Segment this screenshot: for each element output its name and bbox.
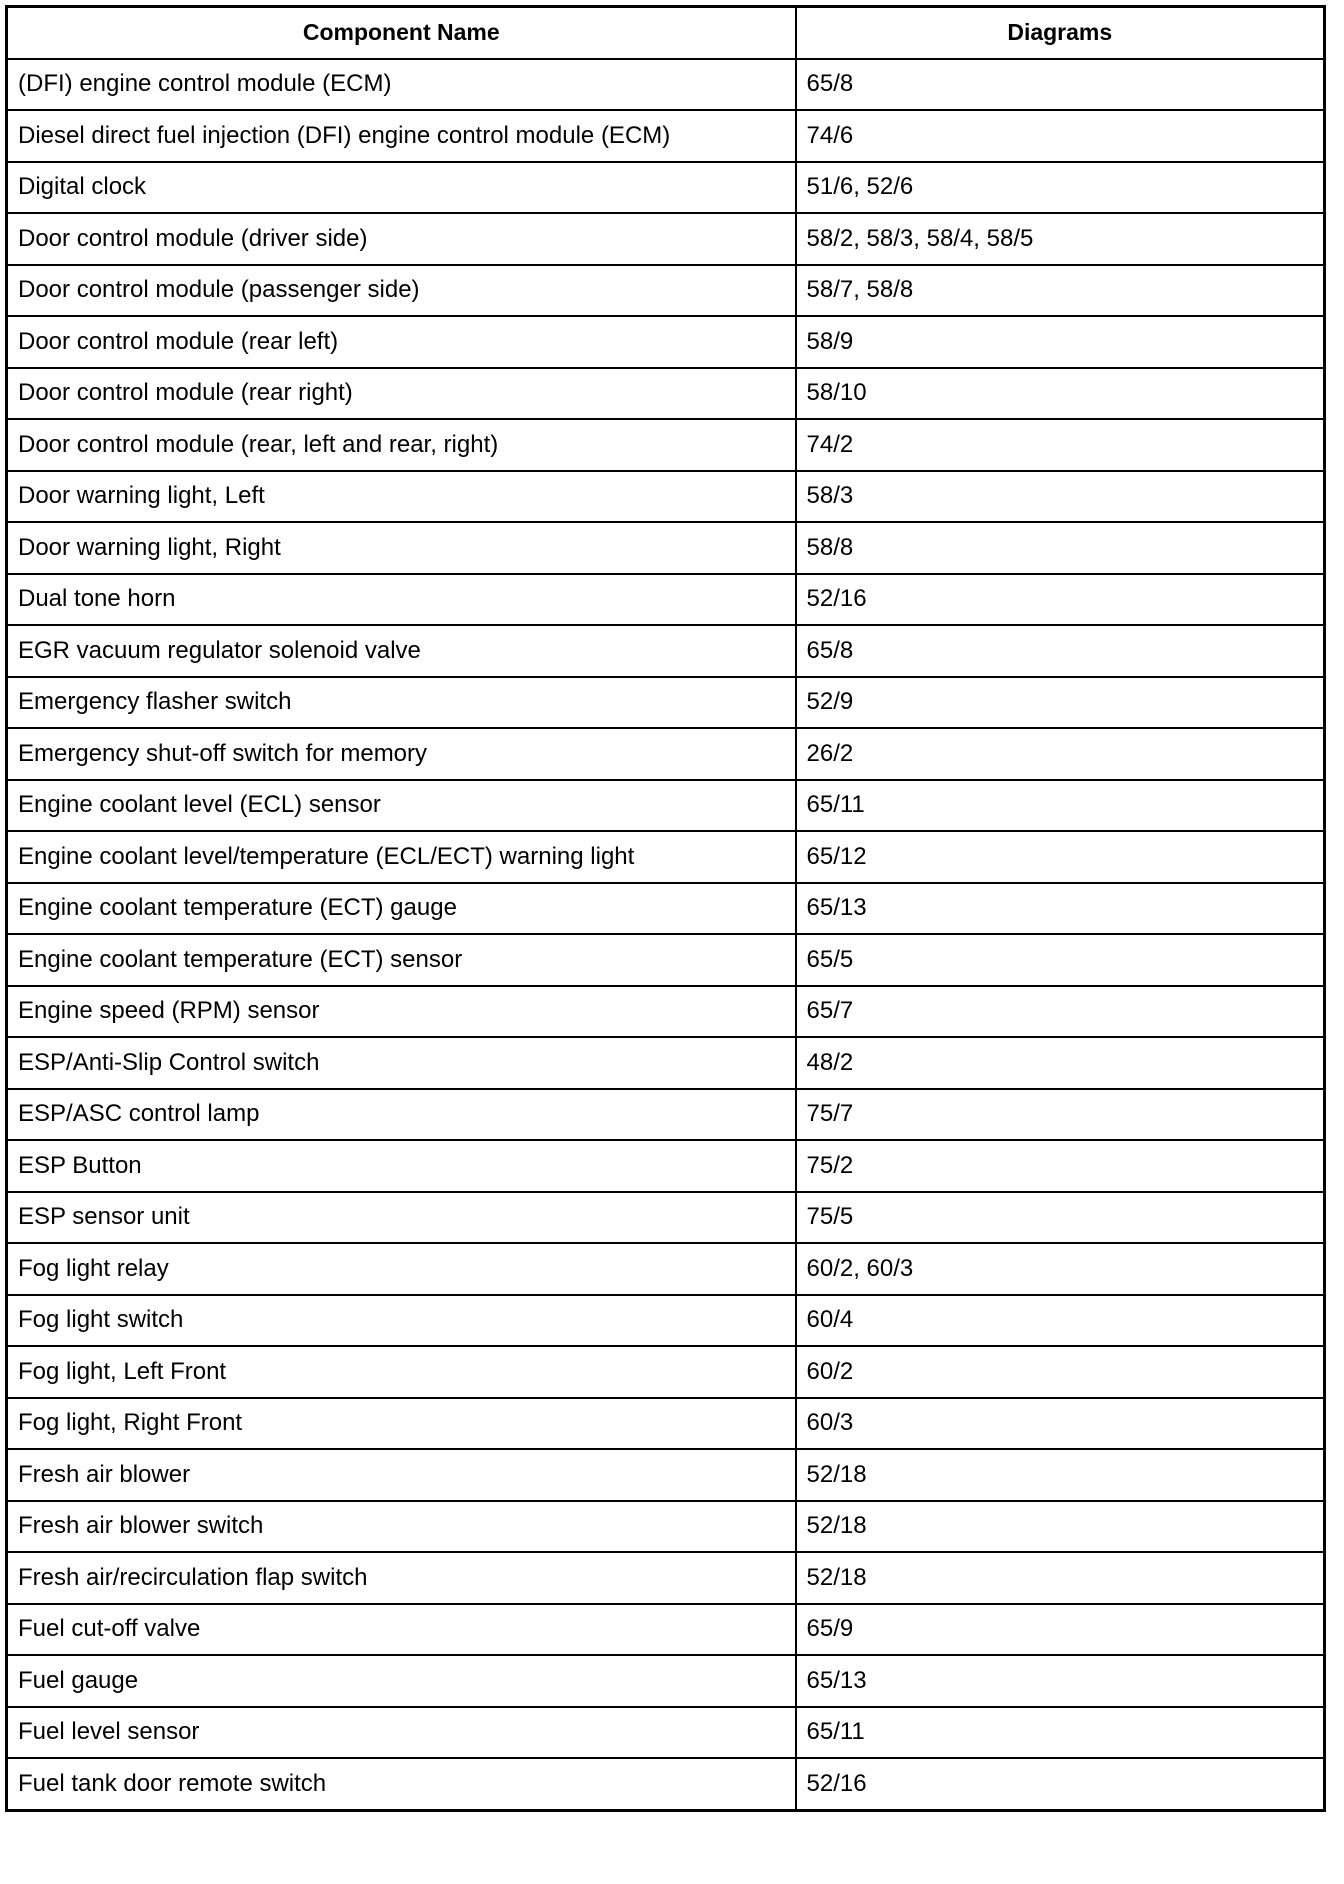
diagrams-cell: 65/11	[796, 1707, 1325, 1759]
diagrams-cell: 52/16	[796, 1758, 1325, 1810]
component-name-cell: Dual tone horn	[7, 574, 796, 626]
component-name-cell: Fuel gauge	[7, 1655, 796, 1707]
component-diagram-table	[5, 5, 1326, 1812]
table-row	[7, 1295, 1325, 1347]
diagrams-cell: 60/2	[796, 1346, 1325, 1398]
header-row	[7, 7, 1325, 59]
diagrams-cell: 58/9	[796, 316, 1325, 368]
diagrams-cell: 65/5	[796, 934, 1325, 986]
table-row	[7, 1192, 1325, 1244]
diagrams-cell: 52/18	[796, 1552, 1325, 1604]
table-row	[7, 1449, 1325, 1501]
diagrams-cell: 58/8	[796, 522, 1325, 574]
column-header-diagrams: Diagrams	[796, 7, 1325, 59]
table-row	[7, 1655, 1325, 1707]
diagrams-cell: 65/13	[796, 883, 1325, 935]
table-row	[7, 522, 1325, 574]
diagrams-cell: 58/2, 58/3, 58/4, 58/5	[796, 213, 1325, 265]
diagrams-cell: 60/4	[796, 1295, 1325, 1347]
diagrams-cell: 58/3	[796, 471, 1325, 523]
table-row	[7, 1758, 1325, 1810]
component-name-cell: Door control module (rear left)	[7, 316, 796, 368]
component-name-cell: Door control module (driver side)	[7, 213, 796, 265]
component-name-cell: ESP/ASC control lamp	[7, 1089, 796, 1141]
component-name-cell: Fog light switch	[7, 1295, 796, 1347]
table-row	[7, 1037, 1325, 1089]
diagrams-cell: 65/9	[796, 1604, 1325, 1656]
component-name-cell: ESP sensor unit	[7, 1192, 796, 1244]
diagrams-cell: 65/13	[796, 1655, 1325, 1707]
diagrams-cell: 65/8	[796, 59, 1325, 111]
diagrams-cell: 74/2	[796, 419, 1325, 471]
table-row	[7, 419, 1325, 471]
table-row	[7, 574, 1325, 626]
table-row	[7, 934, 1325, 986]
diagrams-cell: 58/7, 58/8	[796, 265, 1325, 317]
diagrams-cell: 51/6, 52/6	[796, 162, 1325, 214]
diagrams-cell: 52/18	[796, 1449, 1325, 1501]
component-name-cell: Fresh air/recirculation flap switch	[7, 1552, 796, 1604]
diagrams-cell: 65/12	[796, 831, 1325, 883]
component-name-cell: Fuel tank door remote switch	[7, 1758, 796, 1810]
table-row	[7, 110, 1325, 162]
table-row	[7, 831, 1325, 883]
table-row	[7, 368, 1325, 420]
diagrams-cell: 52/18	[796, 1501, 1325, 1553]
diagrams-cell: 65/8	[796, 625, 1325, 677]
diagrams-cell: 52/9	[796, 677, 1325, 729]
diagrams-cell: 65/11	[796, 780, 1325, 832]
table-body	[7, 59, 1325, 1811]
component-name-cell: Fresh air blower	[7, 1449, 796, 1501]
component-name-cell: Door control module (passenger side)	[7, 265, 796, 317]
diagrams-cell: 75/2	[796, 1140, 1325, 1192]
component-name-cell: Engine coolant temperature (ECT) sensor	[7, 934, 796, 986]
diagrams-cell: 60/3	[796, 1398, 1325, 1450]
table-row	[7, 883, 1325, 935]
diagrams-cell: 75/5	[796, 1192, 1325, 1244]
table-row	[7, 1604, 1325, 1656]
component-name-cell: Door control module (rear, left and rear, right)	[7, 419, 796, 471]
component-name-cell: Fog light, Right Front	[7, 1398, 796, 1450]
table-row	[7, 780, 1325, 832]
table-row	[7, 162, 1325, 214]
diagrams-cell: 52/16	[796, 574, 1325, 626]
table-row	[7, 1707, 1325, 1759]
table-row	[7, 728, 1325, 780]
component-name-cell: Emergency shut-off switch for memory	[7, 728, 796, 780]
component-name-cell: Engine coolant level/temperature (ECL/ECT) warning light	[7, 831, 796, 883]
diagrams-cell: 75/7	[796, 1089, 1325, 1141]
diagrams-cell: 60/2, 60/3	[796, 1243, 1325, 1295]
table-row	[7, 625, 1325, 677]
diagrams-cell: 48/2	[796, 1037, 1325, 1089]
table-row	[7, 986, 1325, 1038]
component-name-cell: Door control module (rear right)	[7, 368, 796, 420]
component-name-cell: Fuel level sensor	[7, 1707, 796, 1759]
table-row	[7, 471, 1325, 523]
table-row	[7, 1501, 1325, 1553]
component-name-cell: Engine speed (RPM) sensor	[7, 986, 796, 1038]
component-name-cell: EGR vacuum regulator solenoid valve	[7, 625, 796, 677]
component-name-cell: Fresh air blower switch	[7, 1501, 796, 1553]
table-row	[7, 1243, 1325, 1295]
component-name-cell: ESP Button	[7, 1140, 796, 1192]
component-name-cell: (DFI) engine control module (ECM)	[7, 59, 796, 111]
diagrams-cell: 74/6	[796, 110, 1325, 162]
component-name-cell: Door warning light, Right	[7, 522, 796, 574]
diagrams-cell: 58/10	[796, 368, 1325, 420]
table-row	[7, 1089, 1325, 1141]
component-name-cell: Emergency flasher switch	[7, 677, 796, 729]
table-row	[7, 1346, 1325, 1398]
table-row	[7, 316, 1325, 368]
component-name-cell: Fuel cut-off valve	[7, 1604, 796, 1656]
component-name-cell: Diesel direct fuel injection (DFI) engine control module (ECM)	[7, 110, 796, 162]
table-row	[7, 1398, 1325, 1450]
column-header-component: Component Name	[7, 7, 796, 59]
table-row	[7, 59, 1325, 111]
component-name-cell: ESP/Anti-Slip Control switch	[7, 1037, 796, 1089]
component-name-cell: Fog light relay	[7, 1243, 796, 1295]
component-name-cell: Engine coolant temperature (ECT) gauge	[7, 883, 796, 935]
diagrams-cell: 26/2	[796, 728, 1325, 780]
component-name-cell: Fog light, Left Front	[7, 1346, 796, 1398]
table-row	[7, 213, 1325, 265]
component-table-container	[5, 5, 1323, 1812]
table-row	[7, 1140, 1325, 1192]
component-name-cell: Engine coolant level (ECL) sensor	[7, 780, 796, 832]
table-row	[7, 677, 1325, 729]
table-row	[7, 1552, 1325, 1604]
component-name-cell: Digital clock	[7, 162, 796, 214]
component-name-cell: Door warning light, Left	[7, 471, 796, 523]
table-row	[7, 265, 1325, 317]
diagrams-cell: 65/7	[796, 986, 1325, 1038]
table-header	[7, 7, 1325, 59]
